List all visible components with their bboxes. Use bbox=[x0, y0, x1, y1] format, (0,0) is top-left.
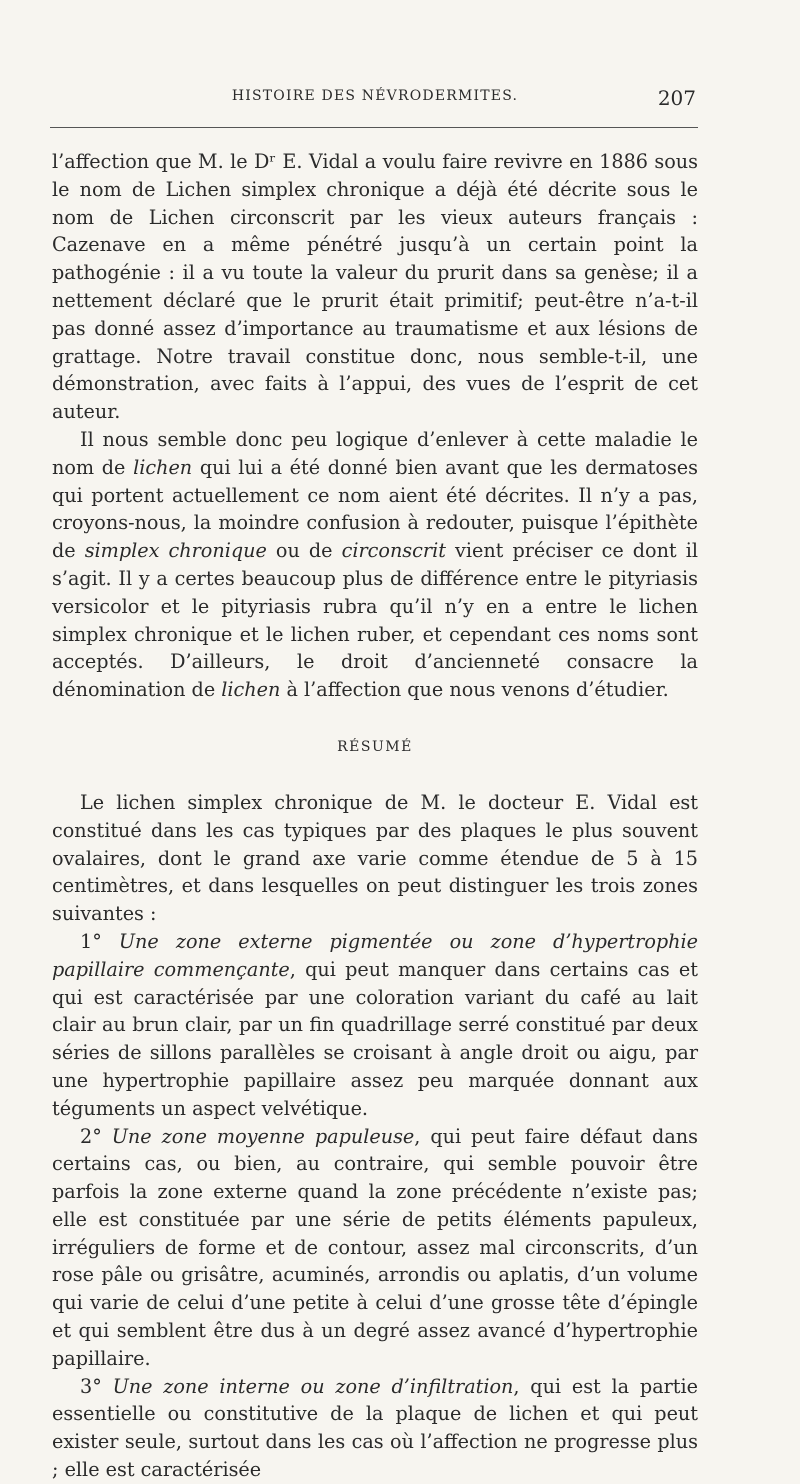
paragraph-zone-1 bbox=[52, 928, 698, 1123]
zone-title: Une zone externe pigmentée ou zone d’hypertrophie papillaire commençante bbox=[52, 929, 699, 981]
zone-title: Une zone moyenne papuleuse bbox=[111, 1124, 415, 1148]
italic-term: lichen bbox=[133, 455, 193, 479]
paragraph-zone-3 bbox=[52, 1373, 698, 1484]
running-title: HISTOIRE DES NÉVRODERMITES. bbox=[231, 88, 519, 104]
page-body bbox=[52, 148, 698, 1484]
text-run: , qui peut manquer dans certains cas et qui est caractérisée par une coloration variant du café au lait clair au brun clair, par un fin quadrillage serré constitué par deux séries de sillons parallèles se croisant à angle droit ou aigu, par une hypertrophie papillaire assez peu marquée donnant aux téguments un aspect velvétique. bbox=[52, 957, 698, 1120]
text-run: qui lui a été donné bien avant que les dermatoses qui portent actuellement ce nom aient été décrites. Il n’y a pas, croyons-nous, la moindre confusion à redouter, puisque l’épithète de bbox=[52, 455, 698, 563]
page-header bbox=[52, 88, 698, 118]
text-run: vient préciser ce dont il s’agit. Il y a certes beaucoup plus de différence entre le pityriasis versicolor et le pityriasis rubra qu’il n’y en a entre le lichen simplex chronique et le lichen ruber, et cependant ces noms sont acceptés. D’ailleurs, le droit d’ancienneté consacre la dénomination de bbox=[52, 539, 698, 702]
header-rule bbox=[50, 127, 698, 128]
list-number: 1° bbox=[80, 929, 119, 953]
italic-term: circonscrit bbox=[341, 539, 446, 563]
page-number: 207 bbox=[657, 86, 696, 110]
paragraph-summary-intro: Le lichen simplex chronique de M. le docteur E. Vidal est constitué dans les cas typiques par des plaques le plus souvent ovalaires, dont le grand axe varie comme étendue de 5 à 15 centimètres, et dans lesquelles on peut distinguer les trois zones suivantes : bbox=[52, 790, 698, 926]
paragraph-lichen-name bbox=[52, 426, 698, 704]
text-run: ou de bbox=[266, 539, 342, 563]
text-run: , qui est la partie essentielle ou constitutive de la plaque de lichen et qui peut exister seule, surtout dans les cas où l’affection ne progresse plus ; elle est caractérisée bbox=[52, 1374, 699, 1482]
section-heading: RÉSUMÉ bbox=[337, 738, 413, 755]
italic-term: simplex chronique bbox=[84, 539, 267, 563]
list-number: 3° bbox=[80, 1374, 113, 1398]
paragraph-continuation: l’affection que M. le Dʳ E. Vidal a voulu faire revivre en 1886 sous le nom de Lichen simplex chronique a déjà été décrite sous le nom de Lichen circonscrit par les vieux auteurs français : Cazenave en a même pénétré jusqu’à un certain point la pathogénie : il a vu toute la valeur du prurit dans sa genèse; il a nettement déclaré que le prurit était primitif; peut-être n’a-t-il pas donné assez d’importance au traumatisme et aux lésions de grattage. Notre travail constitue donc, nous semble-t-il, une démonstration, avec faits à l’appui, des vues de l’esprit de cet auteur. bbox=[52, 150, 698, 424]
italic-term: lichen bbox=[221, 678, 281, 702]
text-run: à l’affection que nous venons d’étudier. bbox=[280, 678, 669, 702]
zone-title: Une zone interne ou zone d’infiltration bbox=[112, 1374, 514, 1398]
list-number: 2° bbox=[80, 1124, 112, 1148]
text-run: Il nous semble donc peu logique d’enlever à cette maladie le nom de bbox=[52, 427, 698, 479]
paragraph-zone-2 bbox=[52, 1123, 698, 1373]
text-run: , qui peut faire défaut dans certains cas, ou bien, au contraire, qui semble pouvoir être parfois la zone externe quand la zone précédente n’existe pas; elle est constituée par une série de petits éléments papuleux, irréguliers de forme et de contour, assez mal circonscrits, d’un rose pâle ou grisâtre, acuminés, arrondis ou aplatis, d’un volume qui varie de celui d’une petite à celui d’une grosse tête d’épingle et qui semblent être dus à un degré assez avancé d’hypertrophie papillaire. bbox=[52, 1124, 698, 1370]
